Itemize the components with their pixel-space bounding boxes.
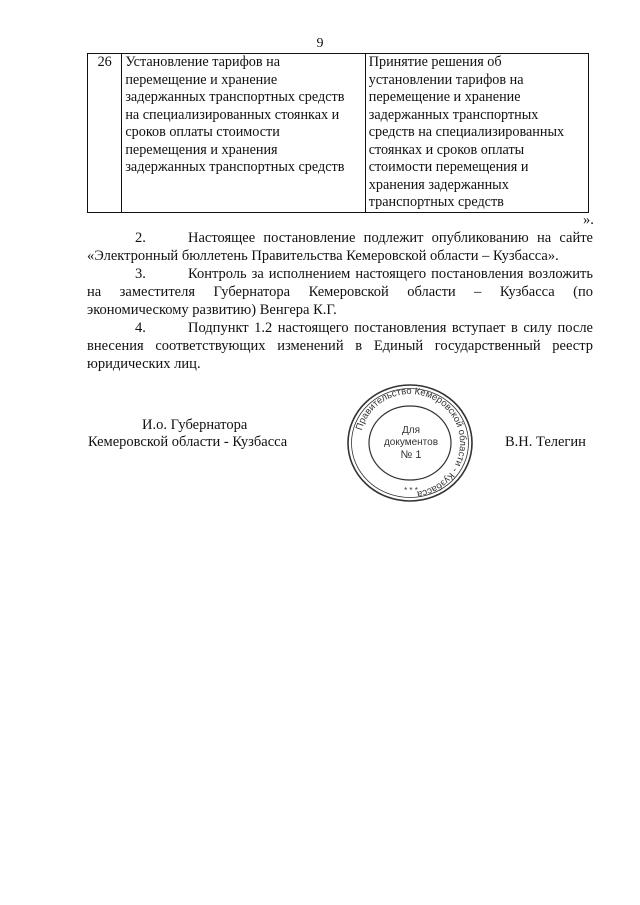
official-seal-stamp (341, 381, 479, 505)
paragraph-2 (87, 229, 593, 265)
authority-line: Принятие решения об (368, 54, 502, 70)
service-line: сроков оплаты стоимости (125, 124, 280, 140)
service-line: перемещение и хранение (125, 71, 278, 88)
authority-line: средств на специализированных (368, 124, 565, 140)
paragraph-4 (87, 319, 593, 373)
seal-ring-text: Правительство Кемеровской области - Кузбасса (353, 385, 469, 500)
tariff-table (87, 53, 589, 213)
paragraph-text: Подпункт 1.2 настоящего постановления вступает в силу после внесения соответствующих изменений в Единый государственный реестр юридических лиц. (87, 320, 593, 372)
signer-name: В.Н. Телегин (505, 434, 586, 450)
seal-center-line-3: № 1 (400, 449, 422, 461)
service-line: задержанных транспортных средств (125, 89, 345, 105)
signatory-title-line-2: Кемеровской области - Кузбасса (88, 434, 288, 450)
page-number: 9 (316, 36, 324, 51)
authority-line: перемещение и хранение (368, 89, 521, 105)
service-cell (122, 54, 365, 213)
authority-line: хранения задержанных (368, 176, 509, 193)
authority-line: установлении тарифов на (368, 71, 524, 88)
service-line: Установление тарифов на (125, 54, 281, 70)
authority-line: стоянках и сроков оплаты (368, 141, 525, 158)
signatory-title-line-1: И.о. Губернатора (142, 417, 248, 433)
service-line: задержанных транспортных средств (125, 159, 345, 175)
paragraph-number: 2. (135, 230, 146, 246)
service-line: перемещения и хранения (125, 141, 278, 158)
paragraph-number: 4. (135, 320, 146, 336)
row-number: 26 (88, 54, 122, 213)
closing-quote-mark: ». (583, 212, 594, 228)
authority-cell (365, 54, 588, 213)
seal-stars: * * * (404, 486, 418, 495)
table-row (88, 54, 589, 213)
paragraph-3 (87, 265, 593, 319)
authority-line: задержанных транспортных (368, 106, 539, 123)
seal-center-line-2: документов (383, 437, 439, 448)
paragraph-number: 3. (135, 266, 146, 282)
paragraph-text: Контроль за исполнением настоящего постановления возложить на заместителя Губернатора Кемеровской области – Кузбасса (по экономическому развитию) Венгера К.Г. (87, 266, 593, 318)
authority-line: транспортных средств (368, 194, 504, 210)
paragraph-text: Настоящее постановление подлежит опубликованию на сайте «Электронный бюллетень Правительства Кемеровской области – Кузбасса». (87, 230, 593, 264)
authority-line: стоимости перемещения и (368, 159, 529, 175)
service-line: на специализированных стоянках и (125, 106, 340, 123)
seal-center-line-1: Для (401, 425, 421, 436)
